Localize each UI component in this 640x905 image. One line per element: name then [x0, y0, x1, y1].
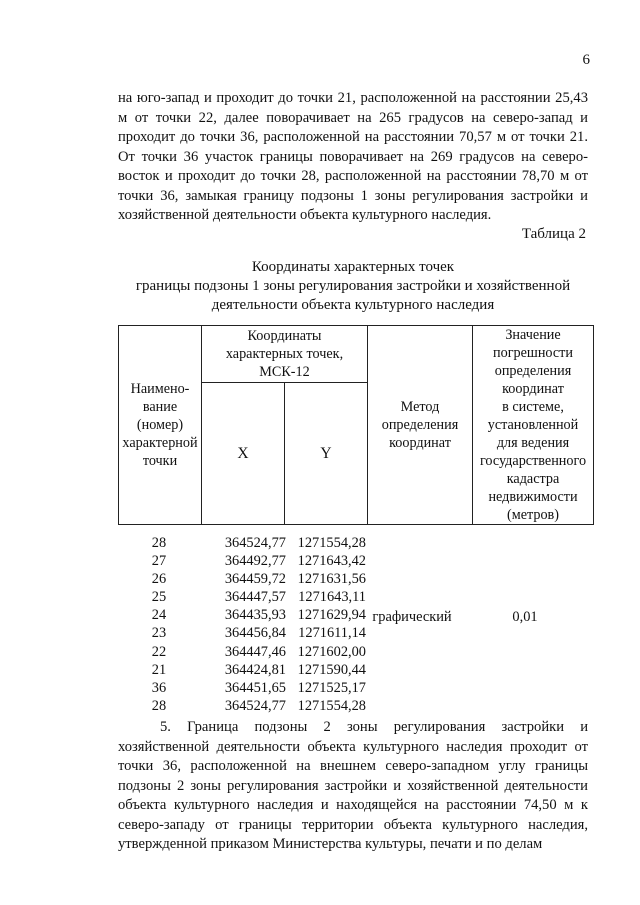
error-value: 0,01: [512, 609, 538, 625]
coordinates-table-body: [118, 534, 366, 715]
caption-line-1: Координаты характерных точек: [251, 259, 455, 275]
table-row: 26 364459,72 1271631,56: [151, 571, 366, 588]
caption-line-2: границы подзоны 1 зоны регулирования застройки и хозяйственной: [135, 278, 571, 294]
header-error: Значение погрешности определения координат в системе, установленной для ведения государственного кадастра недвижимости (метров): [473, 326, 594, 525]
table-row: 21 364424,81 1271590,44: [151, 661, 366, 678]
header-point-name: Наимено- вание (номер) характерной точки: [119, 326, 202, 525]
table-row: 27 364492,77 1271643,42: [151, 553, 366, 570]
table-row: 22 364447,46 1271602,00: [151, 643, 366, 660]
header-coordinates: Координаты характерных точек, МСК-12: [202, 326, 368, 383]
table-row: 23 364456,84 1271611,14: [151, 625, 366, 642]
coordinates-table-header: [118, 325, 594, 525]
caption-line-3: деятельности объекта культурного наследия: [211, 297, 495, 313]
header-x: X: [202, 383, 285, 525]
table-row: 28 364524,77 1271554,28: [151, 697, 366, 714]
table-row: 36 364451,65 1271525,17: [151, 679, 366, 696]
table-row: 24 364435,93 1271629,94: [151, 607, 366, 624]
method-value: графический: [372, 609, 452, 625]
table-row: 25 364447,57 1271643,11: [151, 589, 366, 606]
intro-paragraph: на юго-запад и проходит до точки 21, расположенной на расстоянии 25,43 м от точки 22, далее поворачивает на 265 градусов на северо-запад и проходит до точки 36, расположенной на расстоянии 70,57 м от точки 21. От точки 36 участок границы поворачивает на 269 градусов на северо-восток и проходит до точки 28, расположенной на расстоянии 78,70 м от точки 36, замыкая границу подзоны 1 зоны регулирования застройки и хозяйственной деятельности объекта культурного наследия.: [118, 90, 588, 223]
table-row: 28 364524,77 1271554,28: [151, 535, 366, 551]
page-number: 6: [582, 52, 590, 68]
table-label: Таблица 2: [521, 226, 586, 242]
header-y: Y: [285, 383, 368, 525]
table-caption: [118, 258, 588, 315]
header-method: Метод определения координат: [368, 326, 473, 525]
outro-paragraph: 5. Граница подзоны 2 зоны регулирования застройки и хозяйственной деятельности объекта культурного наследия проходит от точки 36, расположенной на внешнем северо-западном углу границы подзоны 2 зоны регулирования застройки и хозяйственной деятельности объекта культурного наследия и находящейся на расстоянии 74,50 м к северо-западу от границы территории объекта культурного наследия, утвержденной приказом Министерства культуры, печати и по делам: [118, 719, 588, 852]
